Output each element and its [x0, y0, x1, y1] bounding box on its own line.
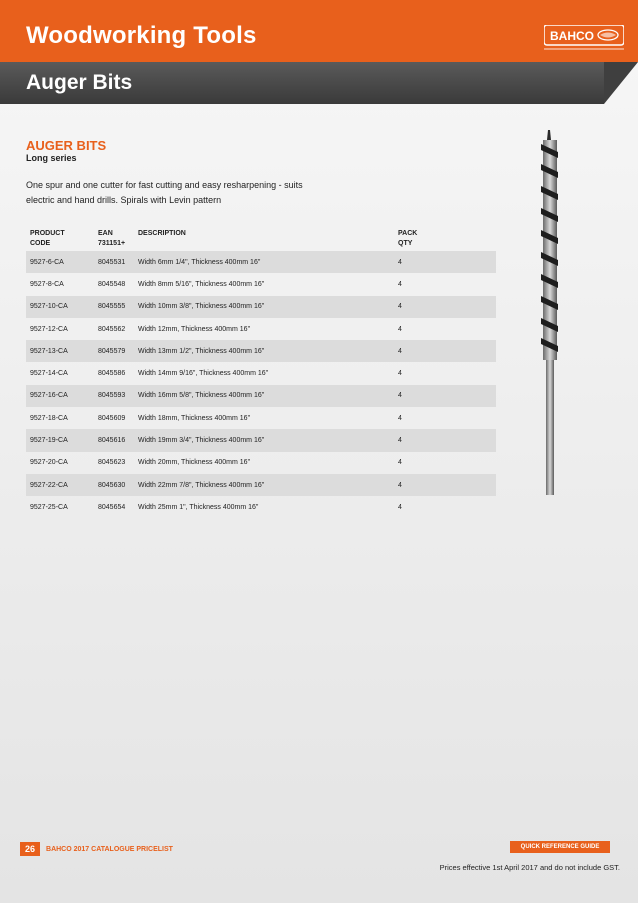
header-pack-line2: QTY	[398, 240, 413, 247]
logo-text: BAHCO	[550, 29, 594, 43]
header-ean-line1: EAN	[98, 230, 113, 237]
row-ean: 8045623	[98, 459, 126, 467]
header-ean	[98, 229, 138, 251]
row-qty: 4	[398, 303, 402, 311]
row-code: 9527-6-CA	[30, 258, 64, 266]
row-ean: 8045555	[98, 303, 126, 311]
row-qty: 4	[398, 325, 402, 333]
row-qty: 4	[398, 392, 402, 400]
row-description: Width 18mm, Thickness 400mm 16"	[138, 414, 251, 422]
row-ean: 8045548	[98, 280, 126, 288]
header-description	[138, 229, 398, 251]
table-row	[26, 385, 496, 407]
row-ean: 8045586	[98, 370, 126, 378]
row-code: 9527-14-CA	[30, 370, 68, 378]
table-row	[26, 251, 496, 273]
row-description: Width 14mm 9/16", Thickness 400mm 16"	[138, 370, 269, 378]
header-description-line1: DESCRIPTION	[138, 230, 186, 237]
table-row	[26, 407, 496, 429]
table-row	[26, 340, 496, 362]
page-title: Woodworking Tools	[26, 22, 257, 49]
row-description: Width 12mm, Thickness 400mm 16"	[138, 325, 251, 333]
header-product-line2: CODE	[30, 240, 51, 247]
auger-bit-image	[536, 130, 564, 495]
row-qty: 4	[398, 459, 402, 467]
page-subtitle: Auger Bits	[26, 71, 133, 94]
header-ean-line2: 731151+	[98, 240, 126, 247]
row-qty: 4	[398, 481, 402, 489]
row-ean: 8045630	[98, 481, 126, 489]
product-table	[26, 229, 496, 519]
row-qty: 4	[398, 280, 402, 288]
row-description: Width 10mm 3/8", Thickness 400mm 16"	[138, 303, 265, 311]
table-row	[26, 496, 496, 518]
row-code: 9527-10-CA	[30, 303, 68, 311]
row-ean: 8045609	[98, 414, 126, 422]
table-row	[26, 318, 496, 340]
quick-reference-tab[interactable]: QUICK REFERENCE GUIDE	[510, 841, 610, 853]
row-code: 9527-22-CA	[30, 481, 68, 489]
row-code: 9527-12-CA	[30, 325, 68, 333]
table-row	[26, 273, 496, 295]
header-pack-line1: PACK	[398, 230, 418, 237]
row-code: 9527-13-CA	[30, 347, 68, 355]
row-code: 9527-18-CA	[30, 414, 68, 422]
row-ean: 8045531	[98, 258, 126, 266]
row-ean: 8045616	[98, 437, 126, 445]
header-product-code	[26, 229, 98, 251]
row-qty: 4	[398, 503, 402, 511]
page-number: 26	[20, 842, 40, 856]
row-ean: 8045593	[98, 392, 126, 400]
catalogue-label: BAHCO 2017 CATALOGUE PRICELIST	[46, 845, 173, 853]
row-code: 9527-25-CA	[30, 503, 68, 511]
subheader-bar-tail	[604, 62, 638, 104]
row-description: Width 13mm 1/2", Thickness 400mm 16"	[138, 347, 265, 355]
section-description: One spur and one cutter for fast cutting and easy resharpening - suits electric and hand drills. Spirals with Levin pattern	[26, 180, 303, 205]
table-row	[26, 296, 496, 318]
row-ean: 8045562	[98, 325, 126, 333]
section-subtitle: Long series	[26, 153, 77, 163]
row-description: Width 8mm 5/16", Thickness 400mm 16"	[138, 280, 265, 288]
row-qty: 4	[398, 437, 402, 445]
row-code: 9527-16-CA	[30, 392, 68, 400]
row-description: Width 16mm 5/8", Thickness 400mm 16"	[138, 392, 265, 400]
table-header	[26, 229, 496, 251]
section-title: AUGER BITS	[26, 138, 107, 153]
row-code: 9527-20-CA	[30, 459, 68, 467]
row-code: 9527-19-CA	[30, 437, 68, 445]
header-product-line1: PRODUCT	[30, 230, 65, 237]
table-row	[26, 452, 496, 474]
row-description: Width 19mm 3/4", Thickness 400mm 16"	[138, 437, 265, 445]
bahco-logo	[544, 25, 624, 53]
row-qty: 4	[398, 370, 402, 378]
header-pack-qty	[398, 229, 458, 251]
row-description: Width 6mm 1/4", Thickness 400mm 16"	[138, 258, 261, 266]
row-qty: 4	[398, 414, 402, 422]
row-qty: 4	[398, 258, 402, 266]
row-code: 9527-8-CA	[30, 280, 64, 288]
table-row	[26, 429, 496, 451]
row-description: Width 25mm 1", Thickness 400mm 16"	[138, 503, 259, 511]
prices-note: Prices effective 1st April 2017 and do not include GST.	[439, 863, 620, 872]
row-description: Width 22mm 7/8", Thickness 400mm 16"	[138, 481, 265, 489]
row-qty: 4	[398, 347, 402, 355]
footer-left	[20, 842, 173, 856]
table-row	[26, 362, 496, 384]
row-description: Width 20mm, Thickness 400mm 16"	[138, 459, 251, 467]
row-ean: 8045654	[98, 503, 126, 511]
table-row	[26, 474, 496, 496]
row-ean: 8045579	[98, 347, 126, 355]
